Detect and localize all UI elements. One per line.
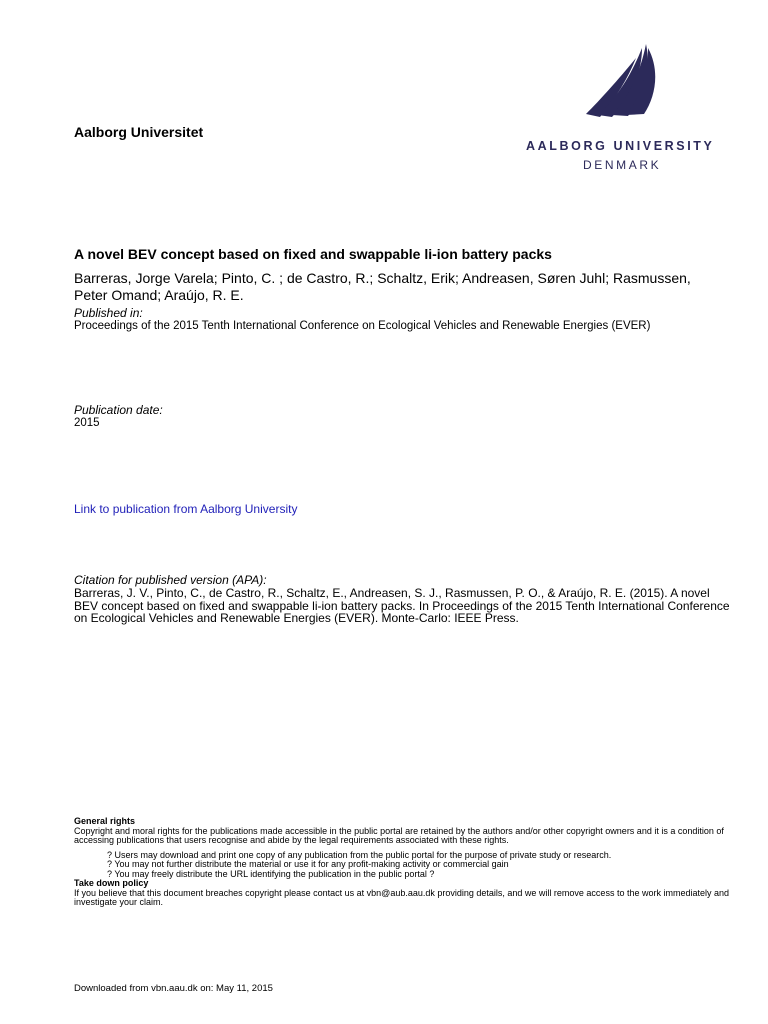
list-item: ? You may not further distribute the material or use it for any profit-making activity or commercial gain	[107, 859, 509, 869]
logo-text: AALBORG UNIVERSITY	[526, 139, 715, 153]
citation-label: Citation for published version (APA):	[74, 573, 267, 587]
published-in-value: Proceedings of the 2015 Tenth International Conference on Ecological Vehicles and Renewable Energies (EVER)	[74, 320, 651, 332]
download-note: Downloaded from vbn.aau.dk on: May 11, 2015	[74, 983, 273, 994]
general-rights-heading: General rights	[74, 816, 136, 826]
list-item: ? Users may download and print one copy of any publication from the public portal for the purpose of private study or research.	[107, 849, 612, 860]
logo-wave-icon	[520, 40, 730, 135]
author-list: Barreras, Jorge Varela; Pinto, C. ; de Castro, R.; Schaltz, Erik; Andreasen, Søren Juhl; Rasmussen, Peter Omand; Araújo, R. E.	[74, 270, 691, 303]
published-in-section	[74, 307, 714, 332]
takedown-policy-text: If you believe that this document breaches copyright please contact us at vbn@aub.aau.dk providing details, and we will remove access to the work immediately and investigate your claim.	[74, 887, 729, 907]
publication-title: A novel BEV concept based on fixed and swappable li-ion battery packs	[74, 246, 552, 262]
publication-link[interactable]: Link to publication from Aalborg University	[74, 502, 298, 516]
rights-list	[107, 851, 734, 880]
aalborg-university-logo	[520, 40, 730, 180]
publication-date-label: Publication date:	[74, 403, 163, 417]
published-in-label: Published in:	[74, 306, 143, 320]
citation-section	[74, 574, 734, 625]
list-item: ? You may freely distribute the URL identifying the publication in the public portal ?	[107, 868, 435, 879]
institution-name: Aalborg Universitet	[74, 124, 204, 140]
publication-date-section	[74, 404, 714, 429]
publication-date-value: 2015	[74, 417, 100, 429]
takedown-policy-heading: Take down policy	[74, 878, 149, 888]
logo-country-text: DENMARK	[583, 158, 662, 172]
rights-section	[74, 817, 734, 908]
general-rights-text: Copyright and moral rights for the publications made accessible in the public portal are retained by the authors and/or other copyright owners and it is a condition of accessing publications that users recognise and abide by the legal requirements associated with these rights.	[74, 825, 724, 845]
citation-text: Barreras, J. V., Pinto, C., de Castro, R., Schaltz, E., Andreasen, S. J., Rasmussen, P. O., & Araújo, R. E. (2015). A novel BEV concept based on fixed and swappable li-ion battery packs. In Proceedings of the 2015 Tenth International Conference on Ecological Vehicles and Renewable Energies (EVER). Monte-Carlo: IEEE Press.	[74, 586, 730, 625]
